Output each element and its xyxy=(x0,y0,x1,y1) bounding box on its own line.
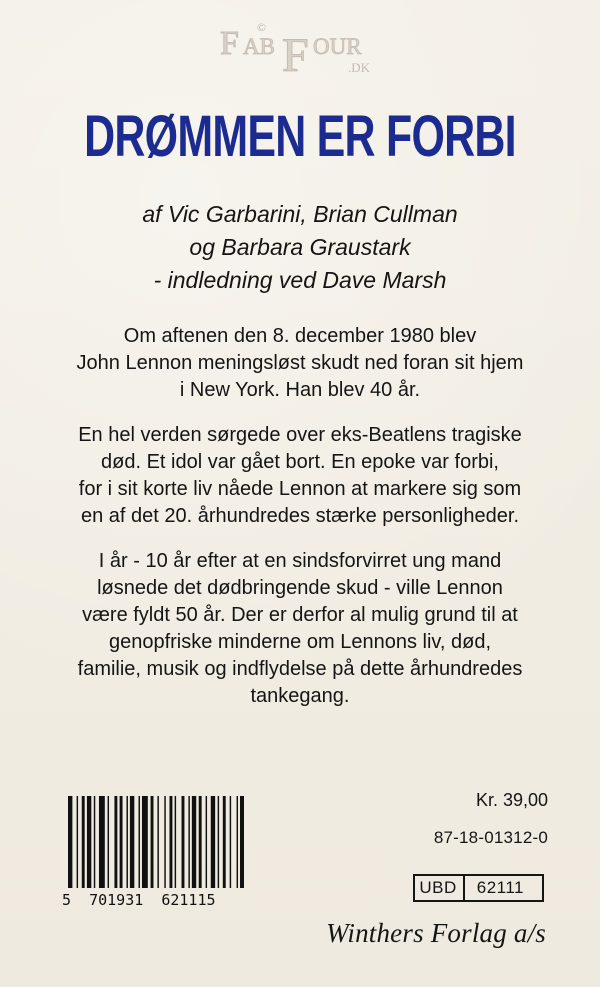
barcode-bar xyxy=(164,796,165,888)
barcode-bar xyxy=(218,796,219,888)
barcode-bar xyxy=(130,796,134,888)
blurb-line: løsnede det dødbringende skud - ville Lennon xyxy=(97,577,503,599)
blurb-line: En hel verden sørgede over eks-Beatlens tragiske xyxy=(78,424,522,446)
barcode-bar xyxy=(77,796,78,888)
barcode-bar xyxy=(169,796,172,888)
barcode-bar xyxy=(114,796,117,888)
barcode-bar xyxy=(199,796,202,888)
isbn-number: 87-18-01312-0 xyxy=(433,828,548,847)
barcode-bar xyxy=(139,796,140,888)
author-line-3: - indledning ved Dave Marsh xyxy=(153,267,447,293)
blurb-line: familie, musik og indflydelse på dette århundredes xyxy=(77,658,523,680)
author-line-2: og Barbara Graustark xyxy=(189,234,411,260)
blurb-line: være fyldt 50 år. Der er derfor al mulig grund til at xyxy=(82,604,518,626)
barcode-bar xyxy=(240,796,244,888)
ubd-label: UBD xyxy=(415,876,464,900)
blurb-paragraph-2 xyxy=(40,422,560,530)
ubd-code-box xyxy=(413,874,544,902)
barcode-bar xyxy=(108,796,109,888)
blurb-line: en af det 20. århundredes stærke personligheder. xyxy=(80,505,520,527)
barcode-bar xyxy=(68,796,72,888)
barcode-bar xyxy=(237,796,238,888)
barcode-bar xyxy=(157,796,158,888)
barcode-graphic xyxy=(58,796,244,908)
blurb-line: for i sit korte liv nåede Lennon at markere sig som xyxy=(78,478,522,500)
blurb-line: John Lennon meningsløst skudt ned foran sit hjem xyxy=(76,352,524,374)
ubd-code: 62111 xyxy=(476,878,524,897)
barcode-bar xyxy=(206,796,207,888)
ean-barcode xyxy=(58,796,244,908)
svg-text:F: F xyxy=(282,29,309,82)
blurb-line: tankegang. xyxy=(250,685,350,707)
blurb-line: i New York. Han blev 40 år. xyxy=(179,379,421,401)
blurb-line: genopfriske minderne om Lennons liv, død, xyxy=(108,631,492,653)
publisher-name: Winthers Forlag a/s xyxy=(326,918,546,948)
barcode-bar xyxy=(120,796,123,888)
author-line-1: af Vic Garbarini, Brian Cullman xyxy=(142,201,458,227)
blurb-paragraph-3 xyxy=(40,548,560,710)
barcode-bar xyxy=(151,796,154,888)
svg-text:OUR: OUR xyxy=(313,34,362,59)
barcode-bar xyxy=(211,796,215,888)
barcode-bar xyxy=(188,796,189,888)
barcode-bar xyxy=(230,796,231,888)
barcode-bar xyxy=(175,796,176,888)
blurb-paragraph-1 xyxy=(40,323,560,404)
svg-text:F: F xyxy=(220,25,239,62)
blurb-line: død. Et idol var gået bort. En epoke var forbi, xyxy=(101,451,499,473)
barcode-bar xyxy=(142,796,148,888)
author-credits xyxy=(0,198,600,297)
fabfour-watermark-logo xyxy=(216,14,391,84)
blurb-line: I år - 10 år efter at en sindsforvirret ung mand xyxy=(98,550,502,572)
blurb-line: Om aftenen den 8. december 1980 blev xyxy=(123,325,477,347)
svg-text:AB: AB xyxy=(243,34,275,59)
barcode-bar xyxy=(126,796,127,888)
barcode-bar xyxy=(99,796,105,888)
price-label: Kr. 39,00 xyxy=(475,790,548,810)
blurb-text xyxy=(40,323,560,728)
book-title: DRØMMEN ER FORBI xyxy=(84,104,516,169)
svg-text:©: © xyxy=(256,21,267,34)
barcode-bar xyxy=(94,796,95,888)
barcode-bar xyxy=(192,796,196,888)
barcode-bar xyxy=(82,796,85,888)
fabfour-watermark-graphic xyxy=(216,14,391,84)
barcode-bar xyxy=(87,796,91,888)
barcode-bar xyxy=(182,796,185,888)
svg-text:.DK: .DK xyxy=(348,60,371,75)
barcode-bar xyxy=(223,796,226,888)
barcode-number: 5 701931 621115 xyxy=(62,891,216,908)
